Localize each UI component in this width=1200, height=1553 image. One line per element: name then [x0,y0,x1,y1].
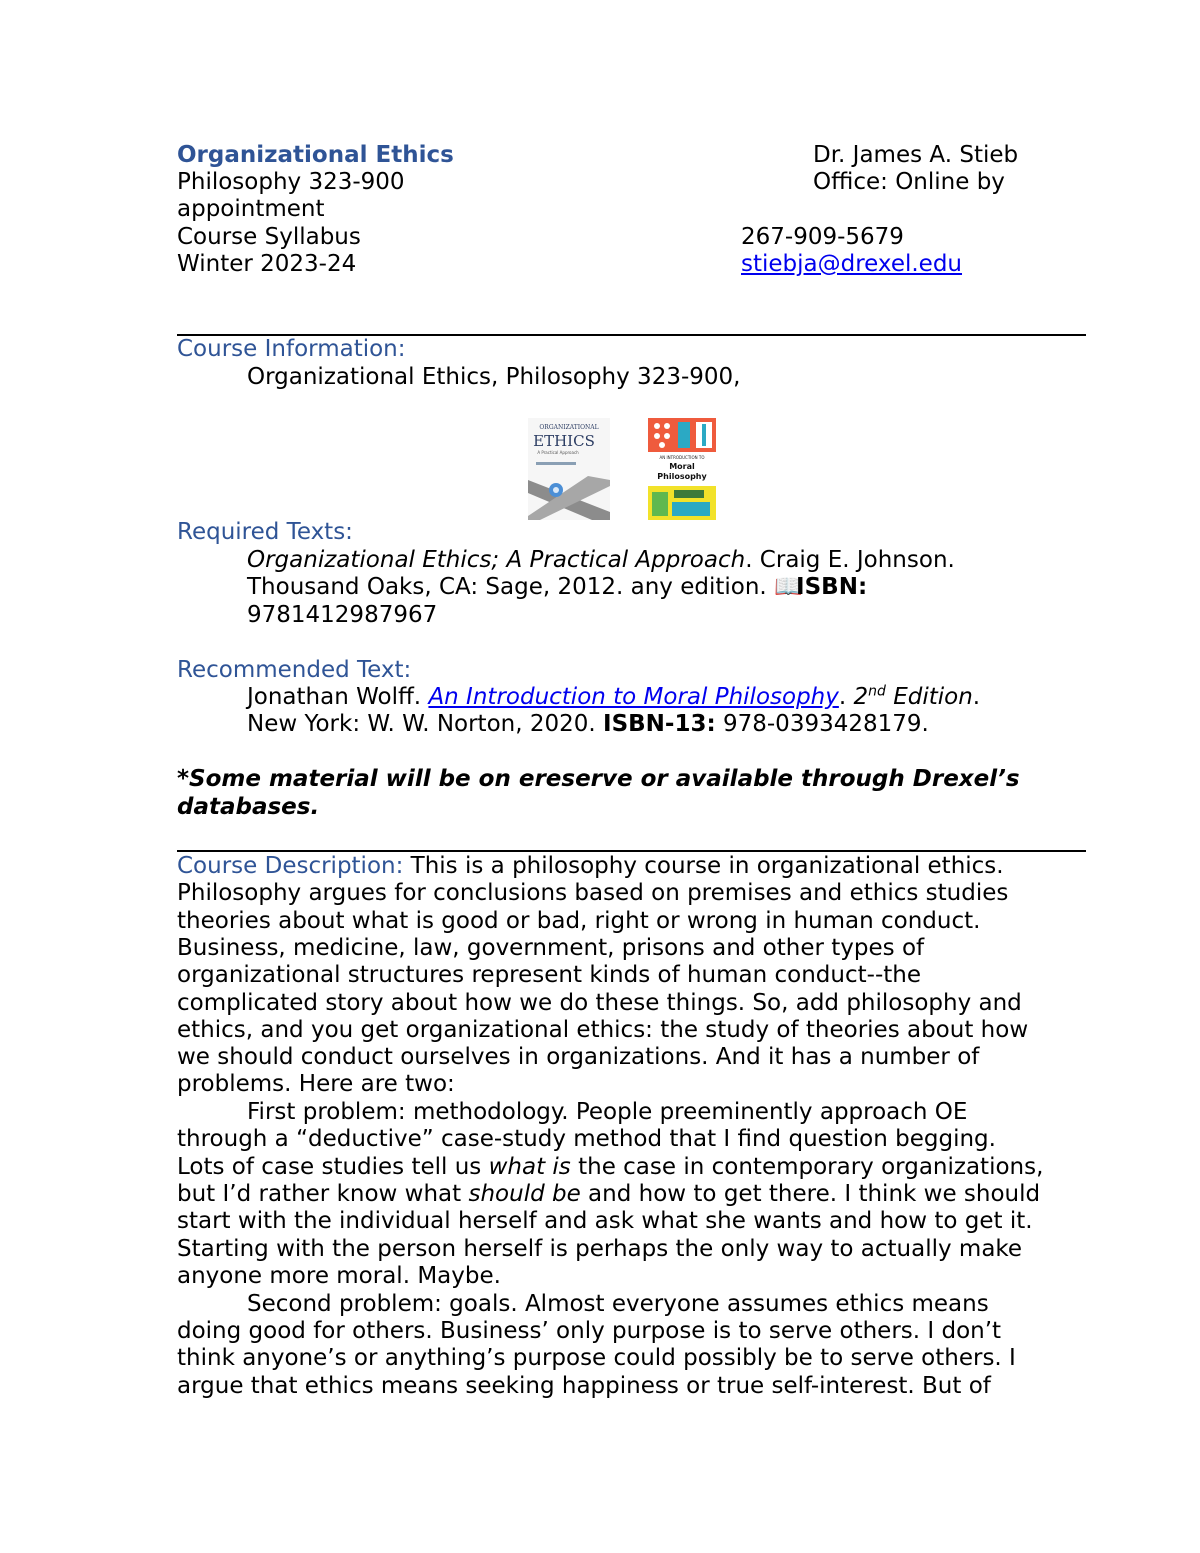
description-line: organizational structures represent kinds of human conduct--the [177,962,921,988]
office-appointment: appointment [177,196,325,222]
doc-type: Course Syllabus [177,224,361,250]
description-line: theories about what is good or bad, right or wrong in human conduct. [177,908,981,934]
recommended-isbn-label: ISBN-13: [603,711,716,737]
course-info-line: Organizational Ethics, Philosophy 323-900, [247,364,741,390]
description-line: think anyone’s or anything’s purpose could possibly be to serve others. I [177,1345,1016,1371]
required-heading: Required Texts: [177,519,353,545]
course-number: Philosophy 323-900 [177,169,405,195]
recommended-isbn: 978-0393428179. [715,711,929,737]
description-line: problems. Here are two: [177,1071,455,1097]
required-author: . Craig E. Johnson. [745,547,955,573]
description-heading: Course Description: [177,853,404,879]
divider-2 [177,850,1086,852]
required-isbn-label: ISBN: [796,574,868,600]
recommended-publisher: New York: W. W. Norton, 2020. [247,711,604,737]
edition-end: . [972,684,981,710]
description-line-1 [177,853,1004,880]
book-cover-organizational-ethics [528,418,610,520]
course-title: Organizational Ethics [177,142,454,168]
book-cover-moral-philosophy [648,418,716,520]
instructor-name: Dr. James A. Stieb [813,142,1019,168]
description-line: complicated story about how we do these things. So, add philosophy and [177,990,1022,1016]
recommended-book-link[interactable]: An Introduction to Moral Philosophy [428,684,839,710]
cover2-title2: Philosophy [657,472,707,481]
description-line: doing good for others. Business’ only purpose is to serve others. I don’t [177,1318,1002,1344]
description-line: argue that ethics means seeking happiness or true self-interest. But of [177,1373,991,1399]
second-problem-line: Second problem: goals. Almost everyone assumes ethics means [247,1291,989,1317]
description-line: start with the individual herself and ask what she wants and how to get it. [177,1208,1033,1234]
emphasis-should-be: should be [468,1181,581,1207]
description-line: Business, medicine, law, government, prisons and other types of [177,935,925,961]
cover1-series: ORGANIZATIONAL [539,424,599,431]
office-info: Office: Online by [813,169,1005,195]
required-publisher: Thousand Oaks, CA: Sage, 2012. any edition. [247,574,775,600]
emphasis-what-is: what is [488,1154,571,1180]
cover1-subtitle: A Practical Approach [537,450,579,455]
text-run: but I’d rather know what [177,1181,469,1207]
course-info-heading: Course Information: [177,336,406,362]
text-run: the case in contemporary organizations, [570,1154,1044,1180]
first-problem-line: First problem: methodology. People preeminently approach OE [247,1099,968,1125]
description-line: Philosophy argues for conclusions based on premises and ethics studies [177,880,1009,906]
cover2-top: AN INTRODUCTION TO [659,455,705,460]
description-line [177,1154,1043,1181]
email-link-wrap [741,251,962,278]
edition-number: 2 [853,684,869,710]
ereserve-note-line-1: *Some material will be on ereserve or available through Drexel’s [177,766,1020,792]
book-icon: 📖 [774,574,803,600]
edition-suffix: nd [868,683,886,700]
required-isbn: 9781412987967 [247,602,438,628]
text-run: and how to get there. I think we should [580,1181,1041,1207]
required-line-2 [247,574,867,601]
recommended-after-link: . [838,684,854,710]
cover2-title1: Moral [669,462,695,471]
phone-number: 267-909-5679 [741,224,904,250]
recommended-line-2 [247,711,929,738]
recommended-heading: Recommended Text: [177,657,412,683]
required-book-title: Organizational Ethics; A Practical Approach [247,547,746,573]
required-line-1 [247,547,955,574]
description-line: Starting with the person herself is perhaps the only way to actually make [177,1236,1023,1262]
description-line [177,1181,1040,1208]
description-intro: This is a philosophy course in organizational ethics. [403,853,1004,879]
term: Winter 2023-24 [177,251,357,277]
ereserve-note-line-2: databases. [177,794,320,820]
text-run: Lots of case studies tell us [177,1154,489,1180]
description-line: we should conduct ourselves in organizations. And it has a number of [177,1044,980,1070]
description-line: ethics, and you get organizational ethics: the study of theories about how [177,1017,1029,1043]
cover1-title: ETHICS [533,432,595,450]
description-line: anyone more moral. Maybe. [177,1263,501,1289]
description-line: through a “deductive” case-study method that I find question begging. [177,1126,996,1152]
recommended-author: Jonathan Wolff. [247,684,429,710]
email-link[interactable]: stiebja@drexel.edu [741,251,963,277]
recommended-line-1 [247,684,980,711]
edition-word: Edition [885,684,973,710]
